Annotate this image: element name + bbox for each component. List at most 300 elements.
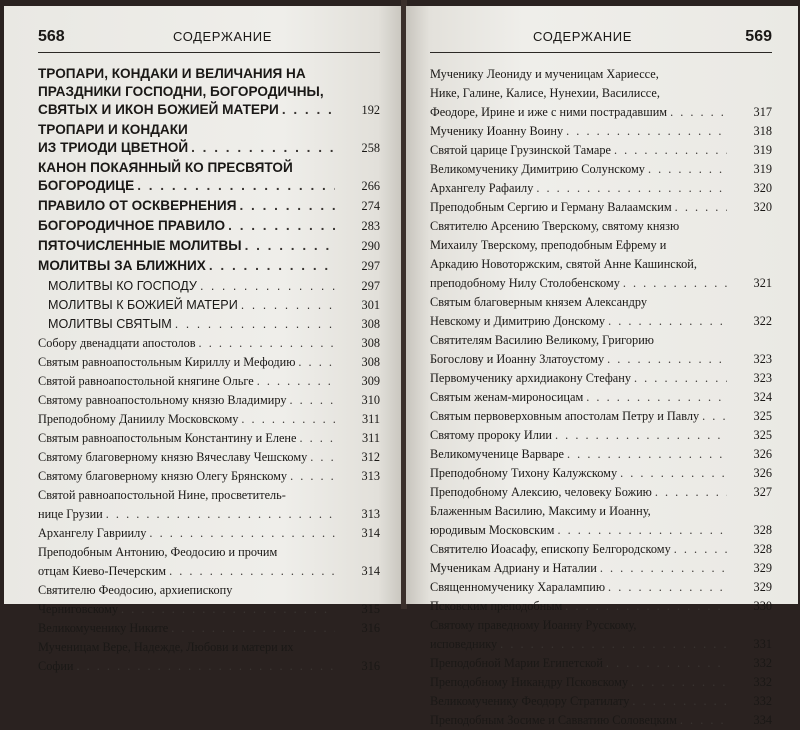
toc-entry [430, 388, 772, 407]
left-page [4, 6, 402, 673]
dot-leader [199, 334, 335, 353]
dot-leader [555, 426, 727, 445]
toc-page-number: 325 [753, 428, 772, 442]
toc-entry-line-text: Богослову и Иоанну Златоустому [430, 352, 605, 366]
toc-entry-title [38, 334, 380, 353]
dot-leader [175, 315, 335, 334]
toc-entry-line [430, 540, 730, 559]
toc-entry-line [48, 296, 338, 315]
toc-entry-line-text: Софии [38, 659, 74, 673]
toc-entry-line [38, 257, 338, 275]
dot-leader [200, 277, 335, 296]
toc-entry-line-text: ПРАВИЛО ОТ ОСКВЕРНЕНИЯ [38, 198, 237, 213]
toc-entry-line [38, 177, 338, 195]
toc-entry-title [38, 638, 380, 676]
toc-entry-line [38, 505, 338, 524]
toc-entry-line [38, 619, 338, 638]
toc-entry-line [430, 369, 730, 388]
dot-leader [121, 600, 335, 619]
left-page-header [38, 28, 380, 53]
dot-leader [536, 179, 727, 198]
toc-entry-title [38, 372, 380, 391]
toc-entry-line-text: Архангелу Гавриилу [38, 526, 147, 540]
dot-leader [298, 353, 335, 372]
toc-entry [38, 334, 380, 353]
toc-entry-line-text: Архангелу Рафаилу [430, 181, 534, 195]
toc-entry-line-text: БОГОРОДИЧНОЕ ПРАВИЛО [38, 218, 226, 233]
toc-entry-line-text: Святому праведному Иоанну Русскому, [430, 618, 637, 632]
toc-page-number: 274 [361, 199, 380, 213]
toc-entry-line-text: Невскому и Димитрию Донскому [430, 314, 606, 328]
toc-entry-line [38, 600, 338, 619]
toc-entry-line [430, 312, 730, 331]
toc-entry-line [430, 293, 730, 312]
toc-entry-line [430, 673, 730, 692]
toc-entry [430, 122, 772, 141]
toc-page-number: 310 [361, 393, 380, 407]
toc-entry-title [38, 467, 380, 486]
toc-entry-line [430, 597, 730, 616]
toc-entry-line-text: Мученику Иоанну Воину [430, 124, 564, 138]
toc-entry-line [38, 217, 338, 235]
toc-entry-line-text: Преподобному Тихону Калужскому [430, 466, 618, 480]
toc-entry-title [430, 711, 772, 730]
toc-entry-title [430, 502, 772, 540]
toc-entry-line [430, 236, 730, 255]
toc-entry-title [430, 597, 772, 616]
toc-entry [430, 559, 772, 578]
toc-entry-line-text: Черниговскому [38, 602, 119, 616]
toc-entry [430, 160, 772, 179]
toc-entry-title [430, 540, 772, 559]
toc-entry [430, 711, 772, 730]
dot-leader [600, 559, 727, 578]
toc-entry-line-text: Михаилу Тверскому, преподобным Ефрему и [430, 238, 667, 252]
toc-entry-line-text: Нике, Галине, Калисе, Нунехии, Василиссе, [430, 86, 660, 100]
dot-leader [607, 350, 727, 369]
toc-entry-line [38, 139, 338, 157]
toc-entry-title [38, 429, 380, 448]
toc-page-number: 283 [361, 219, 380, 233]
toc-entry-line-text: Святителям Василию Великому, Григорию [430, 333, 654, 347]
toc-entry [38, 581, 380, 619]
toc-entry-title [430, 331, 772, 369]
dot-leader [586, 388, 727, 407]
toc-entry-line-text: Мученицам Вере, Надежде, Любови и матери их [38, 640, 294, 654]
toc-entry-title [38, 391, 380, 410]
toc-entry [38, 448, 380, 467]
toc-entry-title [38, 524, 380, 543]
toc-entry-line [38, 334, 338, 353]
toc-page-number: 321 [753, 276, 772, 290]
toc-entry-title [38, 217, 380, 235]
toc-entry-line [430, 350, 730, 369]
toc-entry-line-text: Святым равноапостольным Константину и Елене [38, 431, 297, 445]
toc-entry [430, 65, 772, 122]
toc-entry-line-text: Преподобному Даниилу Московскому [38, 412, 239, 426]
toc-entry-line [38, 372, 338, 391]
toc-entry-line [38, 237, 338, 255]
toc-entry [430, 540, 772, 559]
toc-entry-line [430, 502, 730, 521]
dot-leader [608, 312, 727, 331]
toc-page-number: 308 [361, 355, 380, 369]
toc-entry [430, 616, 772, 654]
toc-entry-line-text: Блаженным Василию, Максиму и Иоанну, [430, 504, 651, 518]
toc-page-number: 320 [753, 181, 772, 195]
toc-entry-title [38, 159, 380, 195]
toc-entry-line [430, 521, 730, 540]
toc-page-number: 323 [753, 352, 772, 366]
running-head: СОДЕРЖАНИЕ [533, 29, 633, 44]
toc-entry-line [430, 103, 730, 122]
toc-entry-title [38, 65, 380, 119]
toc-entry-line-text: МОЛИТВЫ ЗА БЛИЖНИХ [38, 258, 206, 273]
toc-entry-line [38, 353, 338, 372]
toc-entry-line [38, 65, 338, 83]
toc-entry-title [38, 197, 380, 215]
toc-entry [38, 524, 380, 543]
toc-entry-line [430, 274, 730, 293]
dot-leader [655, 483, 727, 502]
toc-entry-title [430, 464, 772, 483]
toc-page-number: 290 [361, 239, 380, 253]
toc-entry-line [430, 198, 730, 217]
toc-entry-line-text: исповеднику [430, 637, 498, 651]
toc-entry-title [38, 277, 380, 296]
toc-entry-line-text: Первомученику архидиакону Стефану [430, 371, 631, 385]
toc-entry-line-text: ПРАЗДНИКИ ГОСПОДНИ, БОГОРОДИЧНЫ, [38, 84, 324, 99]
toc-page-number: 326 [753, 447, 772, 461]
toc-entry-title [430, 426, 772, 445]
toc-entry-line-text: Мученикам Адриану и Наталии [430, 561, 597, 575]
toc-entry-line-text: МОЛИТВЫ КО ГОСПОДУ [48, 279, 197, 293]
dot-leader [228, 217, 335, 235]
toc-entry-line-text: Святым первоверховным апостолам Петру и Павлу [430, 409, 700, 423]
toc-page-number: 297 [361, 259, 380, 273]
toc-entry-line-text: Святой равноапостольной княгине Ольге [38, 374, 254, 388]
dot-leader [245, 237, 335, 255]
dot-leader [606, 654, 727, 673]
toc-entry-line-text: ИЗ ТРИОДИ ЦВЕТНОЙ [38, 140, 189, 155]
dot-leader [674, 540, 727, 559]
toc-page-number: 328 [753, 523, 772, 537]
toc-entry [430, 464, 772, 483]
toc-entry-title [38, 121, 380, 157]
toc-entry-line [430, 179, 730, 198]
toc-entry [38, 237, 380, 255]
toc-page-number: 329 [753, 580, 772, 594]
toc-page-number: 331 [753, 637, 772, 651]
toc-entry-line [38, 657, 338, 676]
dot-leader [631, 673, 727, 692]
dot-leader [634, 369, 727, 388]
toc-page-number: 311 [362, 412, 380, 426]
dot-leader [680, 711, 727, 730]
toc-entry-line-text: Псковским преподобным [430, 599, 563, 613]
toc-entry-line [38, 467, 338, 486]
toc-entry [38, 486, 380, 524]
toc-page-number: 313 [361, 507, 380, 521]
toc-entry-line [430, 654, 730, 673]
toc-entry-title [38, 486, 380, 524]
toc-entry-line-text: Святому равноапостольному князю Владимиру [38, 393, 287, 407]
toc-entry [38, 638, 380, 676]
dot-leader [290, 467, 335, 486]
toc-page-number: 309 [361, 374, 380, 388]
toc-entry-line-text: Великомученику Никите [38, 621, 169, 635]
toc-entry-line-text: Святителю Арсению Тверскому, святому князю [430, 219, 680, 233]
toc-entry [38, 467, 380, 486]
toc-page-number: 322 [753, 314, 772, 328]
toc-entry-title [430, 217, 772, 293]
toc-entry-line [430, 217, 730, 236]
toc-entry-line-text: нице Грузии [38, 507, 103, 521]
running-head: СОДЕРЖАНИЕ [173, 29, 273, 44]
toc-entry-line [38, 159, 338, 177]
toc-entry-title [430, 122, 772, 141]
toc-page-number: 311 [362, 431, 380, 445]
toc-entry-line-text: Преподобной Марии Египетской [430, 656, 603, 670]
dot-leader [500, 635, 727, 654]
dot-leader [620, 464, 727, 483]
toc-page-number: 324 [753, 390, 772, 404]
toc-entry-line-text: Преподобному Никандру Псковскому [430, 675, 628, 689]
toc-entry-line [38, 391, 338, 410]
toc-entry [38, 296, 380, 315]
toc-entry-line-text: Аркадию Новоторжским, святой Анне Кашинской, [430, 257, 697, 271]
dot-leader [149, 524, 335, 543]
toc-entry-line-text: Преподобным Сергию и Герману Валаамским [430, 200, 672, 214]
toc-page-number: 266 [361, 179, 380, 193]
toc-entry [430, 483, 772, 502]
dot-leader [282, 101, 335, 119]
dot-leader [608, 578, 727, 597]
toc-page-number: 326 [753, 466, 772, 480]
toc-entry [38, 197, 380, 215]
toc-page-number: 315 [361, 602, 380, 616]
toc-entry-line-text: Преподобным Зосиме и Савватию Соловецким [430, 713, 677, 727]
toc-entry-title [38, 353, 380, 372]
toc-page-number: 301 [361, 298, 380, 312]
toc-entry-line [430, 141, 730, 160]
dot-leader [670, 103, 727, 122]
toc-page-number: 316 [361, 621, 380, 635]
toc-entry-line [430, 331, 730, 350]
right-page-header [430, 28, 772, 53]
toc-entry-line [430, 483, 730, 502]
dot-leader [565, 597, 727, 616]
dot-leader [191, 139, 335, 157]
toc-entry-line [38, 638, 338, 657]
toc-entry-line [38, 524, 338, 543]
toc-page-number: 297 [361, 279, 380, 293]
toc-entry-line [48, 277, 338, 296]
dot-leader [648, 160, 727, 179]
toc-entry [38, 391, 380, 410]
toc-entry [38, 543, 380, 581]
dot-leader [299, 429, 335, 448]
toc-entry [38, 277, 380, 296]
toc-entry-title [430, 141, 772, 160]
toc-entry-line-text: Святым женам-мироносицам [430, 390, 584, 404]
toc-entry-line [430, 578, 730, 597]
toc-entry-line-text: Святым равноапостольным Кириллу и Мефодию [38, 355, 296, 369]
toc-entry-line-text: Святителю Феодосию, архиепископу [38, 583, 233, 597]
toc-page-number: 316 [361, 659, 380, 673]
dot-leader [106, 505, 335, 524]
toc-page-number: 332 [753, 656, 772, 670]
toc-entry-line-text: Великомученику Димитрию Солунскому [430, 162, 645, 176]
toc-entry-line-text: Святым благоверным князем Александру [430, 295, 648, 309]
page-number: 569 [745, 28, 772, 45]
toc-entry-line [430, 464, 730, 483]
toc-entry-title [430, 483, 772, 502]
toc-entry [38, 121, 380, 157]
toc-entry-line [430, 426, 730, 445]
toc-entry [430, 407, 772, 426]
toc-entry-line [430, 559, 730, 578]
toc-entry-title [430, 673, 772, 692]
dot-leader [623, 274, 727, 293]
toc-entry-title [38, 257, 380, 275]
toc-entry [430, 331, 772, 369]
toc-entry-line-text: Мученику Леониду и мученицам Хариессе, [430, 67, 659, 81]
toc-entry-title [430, 616, 772, 654]
toc-entry [38, 619, 380, 638]
toc-entry [430, 502, 772, 540]
toc-entry-title [430, 160, 772, 179]
toc-entry-line-text: Святому благоверному князю Олегу Брянскому [38, 469, 288, 483]
toc-entry-line-text: МОЛИТВЫ СВЯТЫМ [48, 317, 172, 331]
toc-entry [38, 159, 380, 195]
toc-entry-line-text: Святому благоверному князю Вячеславу Чешскому [38, 450, 308, 464]
toc-entry-line [430, 160, 730, 179]
toc-entry-line [38, 486, 338, 505]
toc-entry-title [430, 559, 772, 578]
toc-page-number: 319 [753, 143, 772, 157]
toc-entry [430, 597, 772, 616]
dot-leader [169, 562, 335, 581]
toc-entry-line-text: Великомученику Феодору Стратилату [430, 694, 630, 708]
toc-entry [430, 445, 772, 464]
dot-leader [614, 141, 727, 160]
toc-page-number: 323 [753, 371, 772, 385]
toc-entry [430, 293, 772, 331]
dot-leader [209, 257, 335, 275]
dot-leader [171, 619, 335, 638]
toc-entry-line-text: Священномученику Харалампию [430, 580, 606, 594]
toc-page-number: 325 [753, 409, 772, 423]
toc-page-number: 319 [753, 162, 772, 176]
toc-entry-title [38, 315, 380, 334]
toc-entry-line [430, 122, 730, 141]
toc-entry [430, 217, 772, 293]
toc-entry-title [430, 293, 772, 331]
toc-page-number: 314 [361, 526, 380, 540]
toc-page-number: 308 [361, 317, 380, 331]
toc-entry-title [430, 654, 772, 673]
toc-entry-line-text: преподобному Нилу Столобенскому [430, 276, 620, 290]
toc-entry-line [48, 315, 338, 334]
toc-entry-title [38, 296, 380, 315]
dot-leader [310, 448, 335, 467]
toc-page-number: 318 [753, 124, 772, 138]
toc-page-number: 330 [753, 599, 772, 613]
dot-leader [632, 692, 727, 711]
toc-entry-line-text: СВЯТЫХ И ИКОН БОЖИЕЙ МАТЕРИ [38, 102, 279, 117]
toc-entry [430, 369, 772, 388]
toc-entry-title [430, 445, 772, 464]
toc-entry-title [430, 407, 772, 426]
toc-entry-line-text: Феодоре, Ирине и иже с ними пострадавшим [430, 105, 668, 119]
toc-entry [430, 654, 772, 673]
toc-entry-line-text: юродивым Московским [430, 523, 555, 537]
toc-entry-line [430, 692, 730, 711]
toc-entry-title [38, 410, 380, 429]
toc-entry [38, 65, 380, 119]
toc-entry-line-text: Святой равноапостольной Нине, просветитель- [38, 488, 286, 502]
toc-entry-line-text: Святителю Иоасафу, епископу Белгородскому [430, 542, 671, 556]
right-page [406, 6, 798, 727]
toc-entry-line [38, 197, 338, 215]
toc-entry-line-text: Преподобному Алексию, человеку Божию [430, 485, 652, 499]
toc-entry-title [38, 543, 380, 581]
toc-page-number: 308 [361, 336, 380, 350]
toc-page-number: 320 [753, 200, 772, 214]
toc-entry-line [38, 581, 338, 600]
toc-entry [38, 217, 380, 235]
table-of-contents-left [38, 65, 380, 676]
dot-leader [241, 296, 335, 315]
toc-entry-line [430, 616, 730, 635]
toc-entry-line-text: Великомученице Варваре [430, 447, 565, 461]
dot-leader [241, 410, 335, 429]
toc-entry-line [430, 635, 730, 654]
toc-entry-line-text: ТРОПАРИ И КОНДАКИ [38, 122, 188, 137]
toc-entry-title [38, 237, 380, 255]
toc-entry [430, 673, 772, 692]
toc-entry-title [430, 578, 772, 597]
toc-page-number: 328 [753, 542, 772, 556]
toc-entry [430, 179, 772, 198]
toc-entry-line-text: МОЛИТВЫ К БОЖИЕЙ МАТЕРИ [48, 298, 238, 312]
toc-entry-title [38, 448, 380, 467]
toc-page-number: 329 [753, 561, 772, 575]
toc-entry-line [38, 101, 338, 119]
toc-page-number: 192 [361, 103, 380, 117]
toc-entry-line [430, 445, 730, 464]
toc-entry [430, 426, 772, 445]
toc-entry-title [430, 198, 772, 217]
toc-entry-line-text: Святому пророку Илии [430, 428, 553, 442]
dot-leader [239, 197, 335, 215]
toc-page-number: 313 [361, 469, 380, 483]
toc-entry-line [430, 65, 730, 84]
toc-entry-line [430, 711, 730, 730]
toc-entry-line [38, 429, 338, 448]
toc-entry [38, 257, 380, 275]
page-number: 568 [38, 28, 65, 45]
toc-entry [38, 353, 380, 372]
toc-entry-line [430, 84, 730, 103]
toc-entry-line-text: КАНОН ПОКАЯННЫЙ КО ПРЕСВЯТОЙ [38, 160, 293, 175]
toc-entry-title [38, 619, 380, 638]
toc-entry-line [38, 121, 338, 139]
toc-entry-line-text: ПЯТОЧИСЛЕННЫЕ МОЛИТВЫ [38, 238, 242, 253]
dot-leader [675, 198, 727, 217]
toc-entry-line-text: Собору двенадцати апостолов [38, 336, 196, 350]
